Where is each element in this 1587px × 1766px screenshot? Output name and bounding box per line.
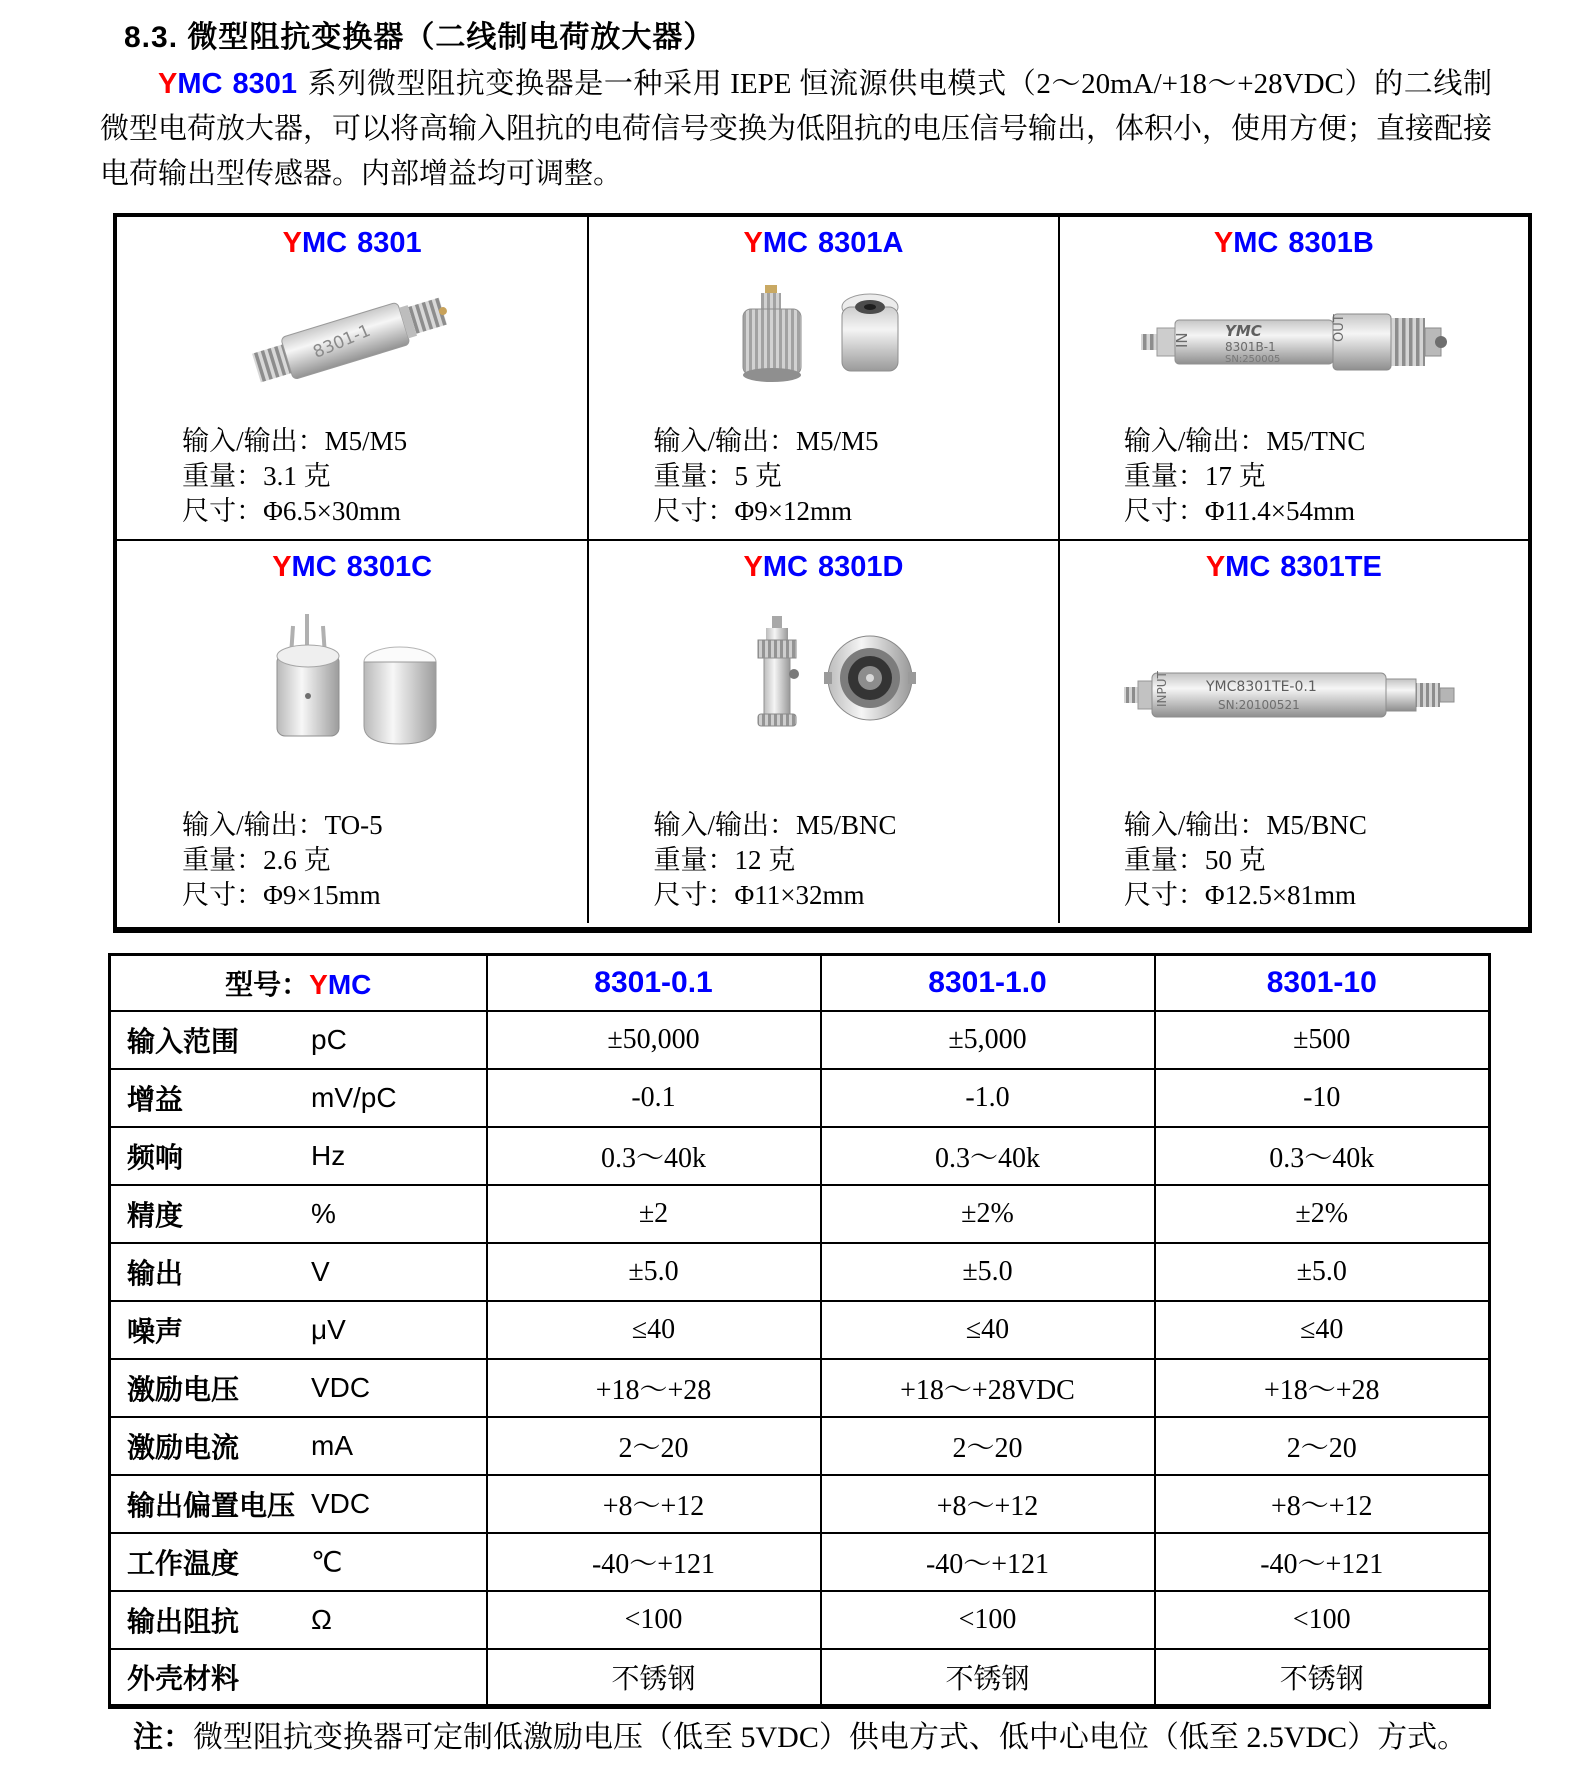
product-size: 尺寸：Φ9×12mm [653, 496, 852, 526]
product-card-8301c [117, 539, 587, 923]
product-photo-8301te [1114, 584, 1474, 808]
brand-letter-y: Y [309, 968, 328, 1000]
spec-value: +8～+12 [821, 1475, 1155, 1533]
brand-letter-y: Y [158, 68, 178, 100]
brand-letters-mc: MC [762, 551, 808, 583]
spec-value: ±50,000 [487, 1011, 821, 1069]
row-unit: % [311, 1197, 336, 1229]
brand-letters-mc: MC [762, 227, 808, 259]
product-photo-8301a [713, 260, 933, 424]
spec-value: ±2% [1155, 1185, 1490, 1243]
spec-row-excitation-voltage [110, 1359, 1490, 1417]
spec-header-col-8301-10: 8301-10 [1155, 955, 1490, 1011]
row-label: 频响 [127, 1141, 184, 1173]
spec-value: <100 [487, 1591, 821, 1649]
brand-letter-y: Y [1205, 551, 1226, 583]
spec-value: +8～+12 [1155, 1475, 1490, 1533]
product-weight: 重量：17 克 [1123, 461, 1266, 491]
product-io: 输入/输出：M5/M5 [182, 426, 408, 456]
row-label: 输出偏置电压 [127, 1489, 296, 1521]
model-number: 8301A [817, 227, 904, 259]
spec-value: -40～+121 [487, 1533, 821, 1591]
spec-value: 0.3～40k [1155, 1127, 1490, 1185]
brand-letter-y: Y [282, 227, 303, 259]
intro-paragraph [100, 62, 1492, 197]
product-size: 尺寸：Φ11.4×54mm [1123, 496, 1356, 526]
photo-serial: SN:250005 [1224, 354, 1281, 365]
spec-value: ±500 [1155, 1011, 1490, 1069]
photo-serial: SN:20100521 [1217, 698, 1300, 712]
product-model-name [744, 227, 904, 260]
row-label: 输入范围 [127, 1025, 240, 1057]
product-card-8301 [117, 217, 587, 539]
model-number: 8301TE [1280, 551, 1382, 583]
product-size: 尺寸：Φ12.5×81mm [1123, 880, 1357, 910]
brand-letter-y: Y [272, 551, 292, 583]
spec-row-frequency-response [110, 1127, 1490, 1185]
product-grid-table [113, 213, 1532, 933]
footnote [133, 1712, 1467, 1756]
product-specs [1124, 808, 1464, 917]
spec-value: <100 [1155, 1591, 1490, 1649]
row-unit: Hz [311, 1139, 346, 1171]
product-model-name [744, 551, 904, 584]
spec-value: 2～20 [487, 1417, 821, 1475]
spec-row-output-bias-voltage [110, 1475, 1490, 1533]
photo-model: YMC8301TE-0.1 [1205, 679, 1317, 695]
spec-value: ±2 [487, 1185, 821, 1243]
brand-letters-mc: MC [291, 551, 337, 583]
spec-value: +18～+28 [1155, 1359, 1490, 1417]
brand-letters-mc: MC [1225, 551, 1271, 583]
row-unit: Ω [311, 1603, 332, 1635]
spec-value: +18～+28 [487, 1359, 821, 1417]
brand-letter-y: Y [743, 551, 763, 583]
spec-value: 0.3～40k [821, 1127, 1155, 1185]
model-label: 型号： [225, 968, 310, 1000]
spec-table [108, 953, 1491, 1709]
spec-value: -0.1 [487, 1069, 821, 1127]
product-weight: 重量：3.1 克 [182, 461, 331, 491]
product-photo-8301c [237, 584, 467, 808]
product-io: 输入/输出：M5/M5 [653, 426, 879, 456]
product-io: 输入/输出：M5/TNC [1123, 426, 1366, 456]
intro-text: 系列微型阻抗变换器是一种采用 IEPE 恒流源供电模式（2～20mA/+18～+28VDC）的二线制微型电荷放大器，可以将高输入阻抗的电荷信号变换为低阻抗的电压信号输出，体积小，使用方便；直接配接电荷输出型传感器。内部增益均可调整。 [100, 68, 1493, 190]
spec-value: ≤40 [1155, 1301, 1490, 1359]
product-specs [182, 424, 522, 533]
product-weight: 重量：5 克 [653, 461, 782, 491]
spec-header-col-8301-1-0: 8301-1.0 [821, 955, 1155, 1011]
spec-value: +8～+12 [487, 1475, 821, 1533]
brand-letter-y: Y [1213, 227, 1234, 259]
product-size: 尺寸：Φ9×15mm [182, 880, 381, 910]
row-unit: VDC [311, 1371, 371, 1403]
row-label: 精度 [127, 1199, 184, 1231]
product-card-8301te [1058, 539, 1528, 923]
model-number: 8301C [346, 551, 433, 583]
brand-letters-mc: MC [177, 68, 223, 100]
spec-value: 不锈钢 [487, 1649, 821, 1707]
product-io: 输入/输出：M5/BNC [1123, 810, 1367, 840]
product-io: 输入/输出：TO-5 [182, 810, 383, 840]
row-unit: mA [311, 1429, 353, 1461]
product-model-name [283, 227, 422, 260]
product-specs [653, 424, 993, 533]
product-specs [1124, 424, 1464, 533]
product-specs [182, 808, 522, 917]
row-label: 工作温度 [127, 1547, 240, 1579]
spec-value: ±5.0 [1155, 1243, 1490, 1301]
spec-value: ±2% [821, 1185, 1155, 1243]
section-heading: 8.3. 微型阻抗变换器（二线制电荷放大器） [124, 21, 715, 54]
model-number: 8301B [1288, 227, 1374, 259]
spec-value: 不锈钢 [821, 1649, 1155, 1707]
brand-letters-mc: MC [327, 968, 372, 1000]
product-card-8301d [587, 539, 1057, 923]
spec-value: 0.3～40k [487, 1127, 821, 1185]
row-unit: pC [311, 1023, 347, 1055]
spec-value: -40～+121 [1155, 1533, 1490, 1591]
spec-value: 2～20 [1155, 1417, 1490, 1475]
spec-row-accuracy [110, 1185, 1490, 1243]
product-model-name [1214, 227, 1374, 260]
product-size: 尺寸：Φ6.5×30mm [182, 496, 401, 526]
spec-value: ±5,000 [821, 1011, 1155, 1069]
photo-label-out: OUT [1331, 314, 1347, 342]
spec-row-input-range [110, 1011, 1490, 1069]
spec-value: -10 [1155, 1069, 1490, 1127]
row-unit: mV/pC [311, 1081, 397, 1113]
row-label: 输出 [127, 1257, 184, 1289]
spec-row-noise [110, 1301, 1490, 1359]
product-specs [653, 808, 993, 917]
product-weight: 重量：12 克 [653, 845, 796, 875]
product-size: 尺寸：Φ11×32mm [653, 880, 865, 910]
row-unit: V [311, 1255, 330, 1287]
product-card-8301b [1058, 217, 1528, 539]
photo-brand: YMC [1224, 322, 1262, 340]
product-photo-8301 [227, 260, 477, 424]
spec-value: 2～20 [821, 1417, 1155, 1475]
spec-row-output [110, 1243, 1490, 1301]
spec-row-excitation-current [110, 1417, 1490, 1475]
spec-row-gain [110, 1069, 1490, 1127]
product-model-name [272, 551, 432, 584]
spec-header-model-cell [110, 955, 487, 1011]
photo-model: 8301B-1 [1224, 340, 1276, 354]
model-number: 8301 [357, 227, 422, 259]
row-label: 增益 [127, 1083, 184, 1115]
spec-value: -40～+121 [821, 1533, 1155, 1591]
brand-letter-y: Y [743, 227, 763, 259]
photo-label-input: INPUT [1154, 671, 1169, 707]
row-label: 噪声 [127, 1315, 184, 1347]
product-io: 输入/输出：M5/BNC [653, 810, 897, 840]
spec-header-row [110, 955, 1490, 1011]
spec-value: -1.0 [821, 1069, 1155, 1127]
brand-letters-mc: MC [302, 227, 348, 259]
row-label: 输出阻抗 [127, 1605, 240, 1637]
photo-label-in: IN [1172, 332, 1191, 348]
spec-value: ±5.0 [487, 1243, 821, 1301]
product-photo-8301b [1129, 260, 1459, 424]
model-number: 8301D [817, 551, 904, 583]
product-card-8301a [587, 217, 1057, 539]
spec-value: <100 [821, 1591, 1155, 1649]
spec-row-case-material [110, 1649, 1490, 1707]
product-model-name [1206, 551, 1382, 584]
spec-value: +18～+28VDC [821, 1359, 1155, 1417]
row-unit: μV [311, 1313, 346, 1345]
row-label: 激励电压 [127, 1373, 240, 1405]
photo-engraving-8301: 8301-1 [310, 320, 374, 363]
product-weight: 重量：2.6 克 [182, 845, 331, 875]
spec-value: ±5.0 [821, 1243, 1155, 1301]
spec-value: ≤40 [487, 1301, 821, 1359]
product-photo-8301d [708, 584, 938, 808]
product-weight: 重量：50 克 [1123, 845, 1266, 875]
brand-letters-mc: MC [1233, 227, 1279, 259]
row-label: 激励电流 [127, 1431, 240, 1463]
spec-row-output-impedance [110, 1591, 1490, 1649]
spec-value: ≤40 [821, 1301, 1155, 1359]
brand-model-number: 8301 [232, 68, 297, 100]
footnote-text: 微型阻抗变换器可定制低激励电压（低至 5VDC）供电方式、低中心电位（低至 2.5VDC）方式。 [193, 1721, 1468, 1754]
spec-header-col-8301-0-1: 8301-0.1 [487, 955, 821, 1011]
row-label: 外壳材料 [127, 1662, 240, 1694]
footnote-label: 注： [133, 1721, 193, 1754]
spec-value: 不锈钢 [1155, 1649, 1490, 1707]
row-unit: ℃ [311, 1546, 343, 1577]
row-unit: VDC [311, 1487, 371, 1519]
spec-row-operating-temperature [110, 1533, 1490, 1591]
